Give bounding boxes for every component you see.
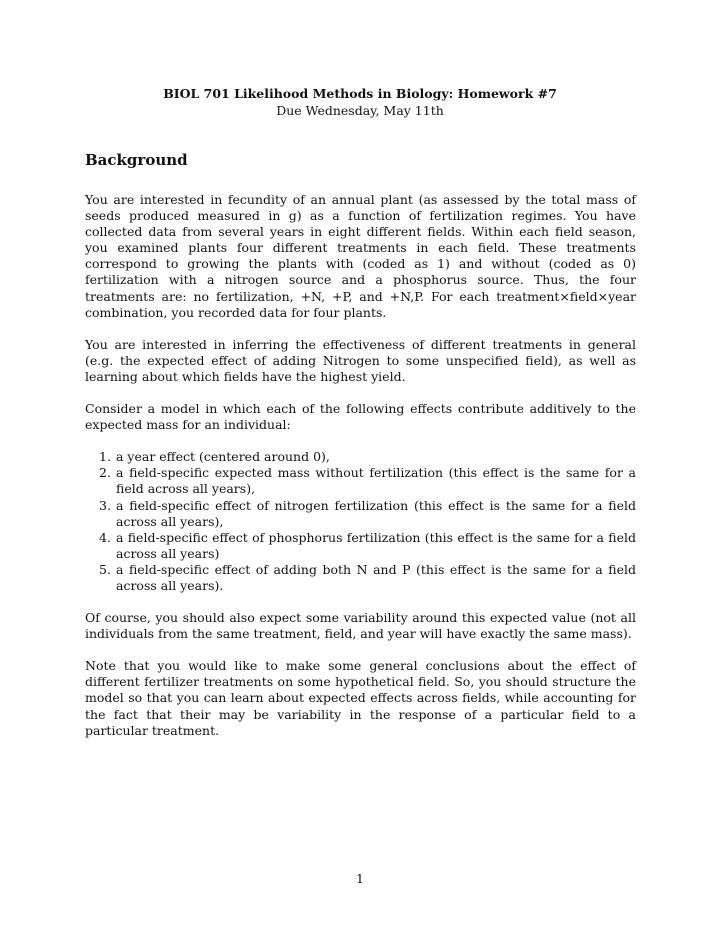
due-date: Due Wednesday, May 11th — [276, 103, 444, 118]
list-item — [99, 449, 636, 465]
paragraph-variability: Of course, you should also expect some variability around this expected value (not all individuals from the same treatment, field, and year will have exactly the same mass). — [85, 610, 636, 642]
paragraph-conclusions: Note that you would like to make some general conclusions about the effect of different fertilizer treatments on some hypothetical field. So, you should structure the model so that you can learn about expected effects across fields, while accounting for the fact that their may be variability in the response of a particular field to a particular treatment. — [85, 658, 636, 738]
document-body — [85, 192, 636, 755]
list-item-number: 3. — [99, 497, 111, 513]
document-title: BIOL 701 Likelihood Methods in Biology: Homework #7 — [163, 86, 557, 101]
list-item-text: a field-specific effect of phosphorus fertilization (this effect is the same for a field across all years) — [116, 529, 636, 561]
paragraph-goals: You are interested in inferring the effectiveness of different treatments in general (e.g. the expected effect of adding Nitrogen to some unspecified field), as well as learning about which fields have the highest yield. — [85, 336, 636, 384]
section-heading: Background — [85, 151, 188, 169]
list-item-text: a year effect (centered around 0), — [116, 449, 330, 465]
list-item — [99, 529, 636, 562]
list-item-number: 2. — [99, 465, 111, 481]
list-item — [99, 561, 636, 594]
list-item — [99, 465, 636, 497]
list-item-number: 1. — [99, 449, 111, 465]
page-number: 1 — [356, 871, 364, 886]
list-item-text: a field-specific effect of adding both N and P (this effect is the same for a field across all years). — [116, 561, 636, 593]
list-item-text: a field-specific expected mass without fertilization (this effect is the same for a field across all years), — [116, 465, 636, 497]
list-item-text: a field-specific effect of nitrogen fertilization (this effect is the same for a field across all years), — [116, 497, 636, 529]
paragraph-intro: You are interested in fecundity of an annual plant (as assessed by the total mass of seeds produced measured in g) as a function of fertilization regimes. You have collected data from several years in eight different fields. Within each field season, you examined plants four different treatments in each field. These treatments correspond to growing the plants with (coded as 1) and without (coded as 0) fertilization with a nitrogen source and a phosphorus source. Thus, the four treatments are: no fertilization, +N, +P, and +N,P. For each treatment×field×year combination, you recorded data for four plants. — [85, 192, 636, 320]
list-item-number: 5. — [99, 561, 111, 577]
list-item — [99, 497, 636, 530]
effects-list — [85, 449, 636, 594]
list-item-number: 4. — [99, 529, 111, 545]
paragraph-model: Consider a model in which each of the following effects contribute additively to the expected mass for an individual: — [85, 401, 636, 433]
